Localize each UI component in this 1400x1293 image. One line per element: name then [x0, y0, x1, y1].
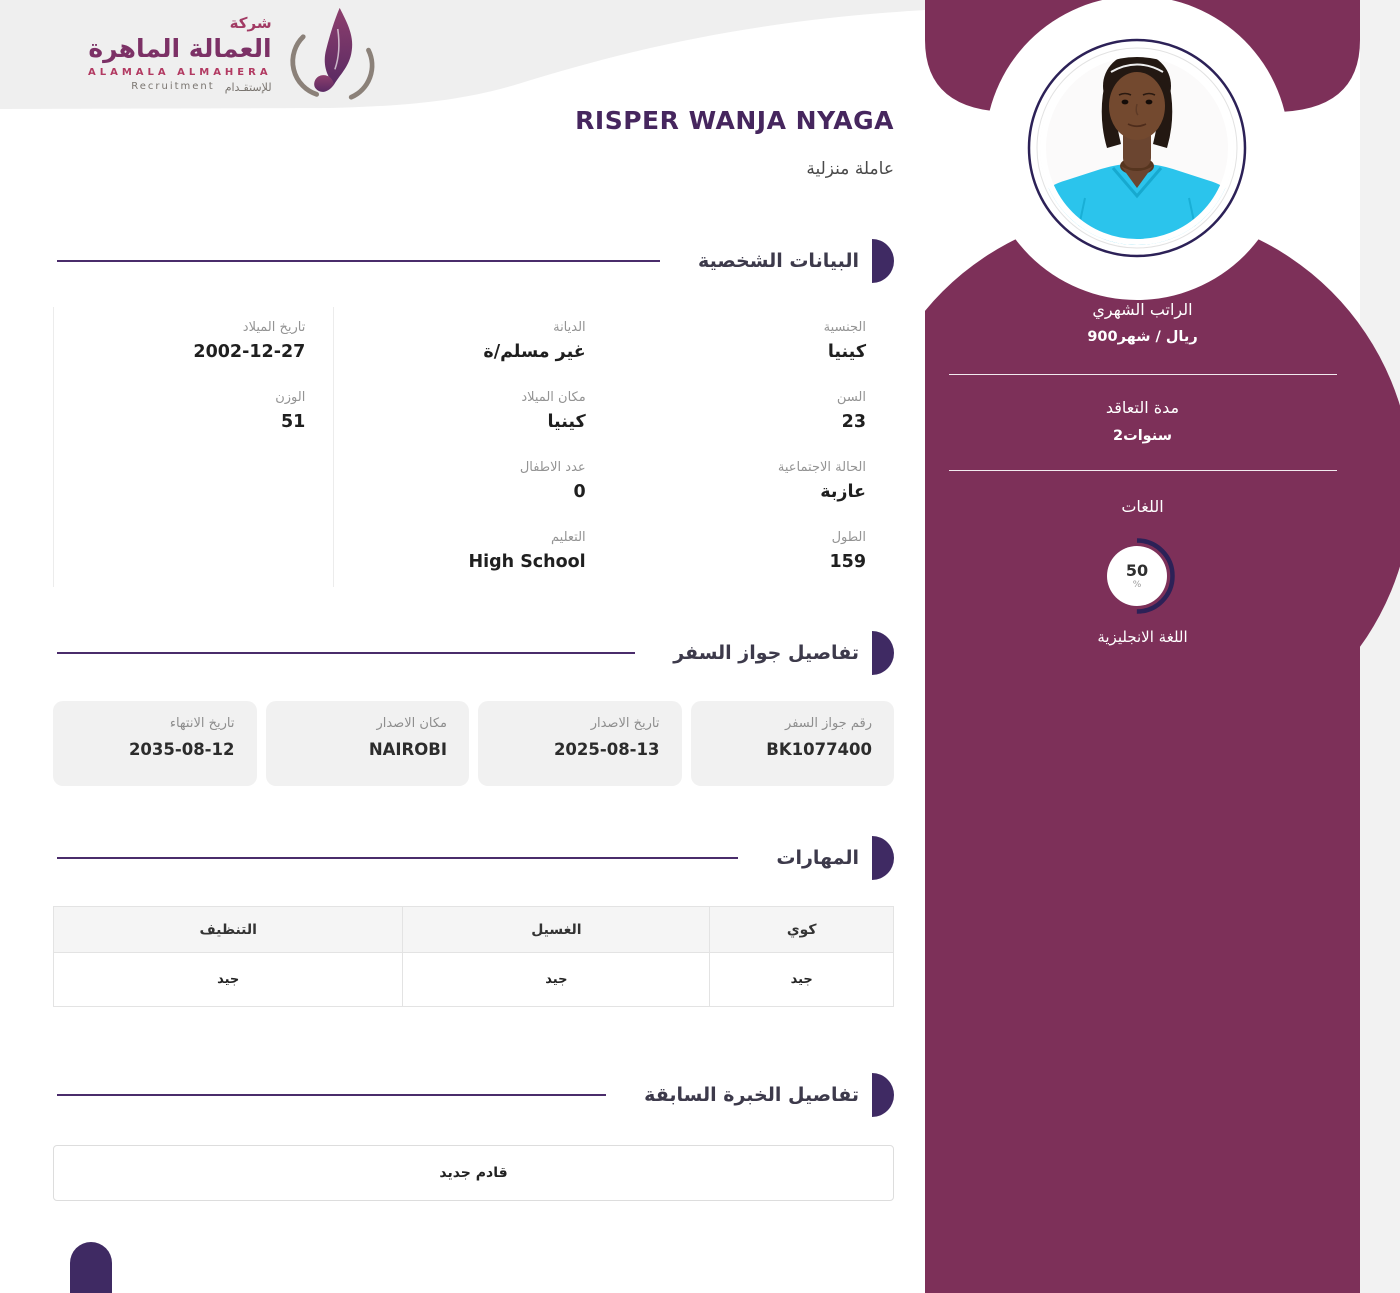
- field-nationality: [614, 307, 894, 377]
- field-label: الديانة: [553, 320, 586, 335]
- skill-column-cleaning: التنظيف: [54, 907, 403, 953]
- field-label: الطول: [831, 530, 866, 545]
- section-header-personal: [53, 239, 894, 283]
- section-title-passport: تفاصيل جواز السفر: [673, 642, 859, 664]
- percent-sign: %: [1132, 579, 1142, 590]
- passport-number-card: [691, 701, 895, 786]
- field-label: الوزن: [275, 390, 306, 405]
- language-name: اللغة الانجليزية: [1097, 628, 1188, 646]
- personal-fields-grid: [53, 307, 894, 587]
- field-label: التعليم: [551, 530, 586, 545]
- card-value: 2025-08-13: [553, 740, 660, 759]
- card-value: NAIROBI: [368, 740, 447, 759]
- bottom-left-pill-decoration: [70, 1242, 112, 1293]
- logo-tagline-en: Recruitment: [131, 81, 215, 92]
- field-birth-date: [53, 307, 333, 377]
- section-title-skills: المهارات: [776, 847, 859, 869]
- field-age: [614, 377, 894, 447]
- section-title-experience: تفاصيل الخبرة السابقة: [644, 1084, 859, 1106]
- passport-cards: [53, 701, 894, 786]
- section-header-skills: [53, 836, 894, 880]
- sidebar-divider: [949, 374, 1337, 375]
- field-value: غير مسلم/ة: [483, 342, 586, 362]
- logo-word-company: شركة: [229, 14, 272, 32]
- donut-text: [1091, 530, 1183, 622]
- field-label: مكان الميلاد: [521, 390, 586, 405]
- sidebar: [925, 0, 1400, 1293]
- section-divider-line: [57, 652, 635, 654]
- skill-column-washing: الغسيل: [403, 907, 710, 953]
- field-label: عدد الاطفال: [519, 460, 586, 475]
- salary-value: 900ريال / شهر: [1087, 329, 1198, 345]
- skill-value-ironing: جيد: [710, 953, 894, 1007]
- field-label: الجنسية: [823, 320, 866, 335]
- field-value: 23: [841, 412, 866, 432]
- card-label: تاريخ الاصدار: [590, 716, 660, 731]
- field-marital-status: [614, 447, 894, 517]
- skills-value-row: [54, 953, 894, 1007]
- passport-issue-date-card: [478, 701, 682, 786]
- card-label: رقم جواز السفر: [785, 716, 872, 731]
- candidate-name: RISPER WANJA NYAGA: [575, 106, 894, 135]
- logo-tagline-ar: للإستقـدام: [224, 81, 272, 94]
- field-value: High School: [468, 552, 586, 572]
- field-value: كينيا: [547, 412, 586, 432]
- section-divider-line: [57, 1094, 606, 1096]
- field-education: [333, 517, 613, 587]
- skill-value-cleaning: جيد: [54, 953, 403, 1007]
- skill-value-washing: جيد: [403, 953, 710, 1007]
- section-header-passport: [53, 631, 894, 675]
- logo-company-name-arabic: العمالة الماهرة: [88, 34, 272, 63]
- field-value: كينيا: [827, 342, 866, 362]
- field-children-count: [333, 447, 613, 517]
- field-label: تاريخ الميلاد: [242, 320, 306, 335]
- field-religion: [333, 307, 613, 377]
- field-label: السن: [836, 390, 866, 405]
- field-empty: [53, 517, 333, 587]
- section-divider-line: [57, 260, 660, 262]
- field-value: 0: [573, 482, 586, 502]
- card-value: 2035-08-12: [128, 740, 235, 759]
- candidate-job-title: عاملة منزلية: [806, 159, 894, 179]
- card-value: BK1077400: [766, 740, 872, 759]
- section-divider-line: [57, 857, 738, 859]
- section-bullet-icon: [872, 631, 894, 675]
- card-label: مكان الاصدار: [376, 716, 447, 731]
- field-weight: [53, 377, 333, 447]
- experience-status-text: قادم جديد: [439, 1165, 508, 1181]
- sidebar-divider: [949, 470, 1337, 471]
- field-value: 51: [280, 412, 306, 432]
- card-label: تاريخ الانتهاء: [169, 716, 235, 731]
- sidebar-decoration: [925, 0, 1400, 1293]
- field-label: الحالة الاجتماعية: [777, 460, 866, 475]
- experience-status-box: [53, 1145, 894, 1201]
- field-value: 2002-12-27: [193, 342, 306, 362]
- section-bullet-icon: [872, 239, 894, 283]
- section-title-personal: البيانات الشخصية: [698, 250, 859, 272]
- field-birth-place: [333, 377, 613, 447]
- section-bullet-icon: [872, 1073, 894, 1117]
- language-percent: 50: [1125, 560, 1149, 580]
- contract-duration-value: 2سنوات: [1113, 428, 1172, 444]
- right-gray-strip: [1360, 0, 1400, 1293]
- skills-header-row: [54, 907, 894, 953]
- contract-duration-label: مدة التعاقد: [1105, 398, 1180, 417]
- language-progress-donut: [1091, 530, 1183, 622]
- skills-table: [53, 906, 894, 1007]
- field-height: [614, 517, 894, 587]
- logo-company-name-english: ALAMALA ALMAHERA: [88, 67, 272, 78]
- field-value: 159: [829, 552, 866, 572]
- section-bullet-icon: [872, 836, 894, 880]
- passport-expiry-date-card: [53, 701, 257, 786]
- skill-column-ironing: كوي: [710, 907, 894, 953]
- field-value: عازبة: [820, 482, 866, 502]
- passport-issue-place-card: [266, 701, 470, 786]
- section-header-experience: [53, 1073, 894, 1117]
- field-empty: [53, 447, 333, 517]
- salary-label: الراتب الشهري: [1092, 300, 1193, 319]
- languages-label: اللغات: [1121, 497, 1164, 516]
- main-content: [53, 0, 894, 1201]
